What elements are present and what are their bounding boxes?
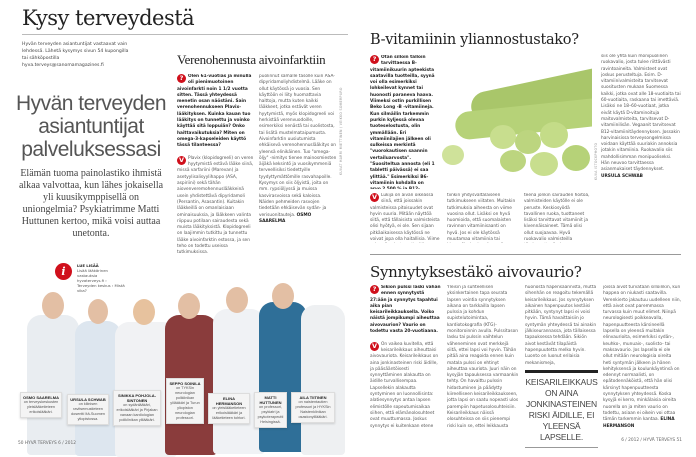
page-footer-left: 50 HYVÄ TERVEYS 6 / 2012	[18, 441, 76, 446]
expert-caption: OSMO SAARELMA on terveyskeskusten yleislääketieteen erikoislääkäri.	[20, 392, 62, 418]
photo-credit: KUVAT HARRI MIETTINEN / VEIKKO SOMERPURO	[339, 87, 343, 175]
article-column: teena jonkin sairauden hoitoa, valmisteiden käytölle ei ole peruste. Keskiosyödä tavallinen ruoka, tuottaneet lisäksi tarvittavat vitamiinit ja kivennäisaineet. Tämä olisi ollut suojaavaa. Hyvä ruokavalio valmisteilla	[524, 193, 590, 243]
photo-credit: KUVA ISTOCKPHOTO	[594, 142, 598, 180]
article-column: tiinkin yhdysvaltalaiseen tutkimukseen viitaten. Muitakin tutkimuksia aiheesta on viime vuosina ollut. Lisäksi on hyvä huomioida, että suomalaisten ravinnon vitamiinisaanti on hyvä. Jos ei ole käytössä muutamaa vitamiinia tai	[447, 193, 516, 243]
divider	[22, 34, 348, 35]
soybeans-photo	[440, 60, 592, 180]
expert-caption: AILA TIITINEN on naistentautien professori ja HYKSin Naistenklinikan osastonylilääkäri.	[291, 392, 335, 423]
answer-badge-icon: V	[178, 155, 185, 164]
question-badge-icon: ?	[370, 285, 379, 294]
article-column: Yleisin ja suhteellisen yksinkertainen tapa seurata lapsen vointia synnytyksen aikana on tarkkailla lapsen pulssia ja kohdun supistelutoimintaa, kardiotokografia (KTG)-monitoroinnin avulla. Pulssitason lasku tai pulssin vaihtelun väheneminen ovat merkkejä siitä, ettei lapsi voi hyvin. Tähän pitää aina reagoida ennen kuin matala pulssi on ehtinyt aiheuttaa vauriota. Juuri näin on kysyjän tapauksessa varmaankin tehty. On havaittu pulssin hidastuminen ja päädytty kiireelliseen keisarileikkaukseen, jotta lapsi on saatu nopeasti ulos parempiin hapetusolosuhteisiin. Keisarileikkaus näissä olosuhteissa on siis pienempi riski kuin se, ettei leikkausta	[447, 285, 519, 429]
article-column: joissa aivot turvataan silloinkin, kun happea on niukasti saatavilla. Verenkierto jakautuu uudelleen niin, että aivot ovat paremmassa turvassa kuin muut elimet. Niinpä neurologisesti poikkeavalla, hapenpuutteesta kärsineellä lapsella on yleensä muitakin elinvaurioita, esimerkiksi sydän-, keuhko-, munuais-, suolisto- tai maksavaurio. Jos lapsella ei ole ollut mitään neurologisia oireita heti syntymän jälkeen ja hänen kehityksensä ja koulunkäyntinsä on edennyt normaalisti, on epätodennäköistä, että hän olisi kärsinyt hapenpuutteesta synnytyksen yhteydessä. Koska kysyjä ei kerro, minkälaisia oireita nuorella on ja miten vaurio on todettu, asiaan ei oikein voi ottaa tämän tarkemmin kantaa. ELINA HERMANSON	[603, 285, 681, 429]
section-title: Kysy terveydestä	[22, 6, 195, 30]
intro-text: Hyvän terveyden asiantuntijat vastaavat vain lehdessä. Lähetä kysymys sivun 54 kupongilla tai sähköpostilla hyva.terveys@sanomamagazines.fi	[22, 42, 129, 68]
article-column: huonosta hapensaannista, mutta sihenhän on reagoitu tekemällä keisarileikkaus. Jos synnytyksen aikainen hapenpuutos kestäisi pitkään, syntynyt lapsi ei voisi hyvin. Tämä havaittaisiin jo syntymän yhteydessä tai ainakin jälkiseurannassa, jota tällaisessa tapauksessa tehdään. Sikiön aivot kestävät tilapäistä hapenpuutetta melko hyvin. Luonto on luonut erilaisia mekanismeja,	[525, 285, 597, 365]
article-column: V Lukija on aivan oikeassa siinä, että joissakin valmisteissa pitoisuudet ovat hyvin suuria. Mitään näyttöä siitä, että tällaisista valmisteista olisi hyötyä, ei ole. Sen sijaan pitkäaikaisessa käytössä ne voivat jopa olla haitallisia. Viime	[370, 193, 440, 243]
article-column: ? Olen 61-vuotias ja minulla oli pienimuotoinen aivoinfarkti noin 1 1/2 vuotta sitten. Tässä yhteydessä menetin osan näöstäni. Sain verenohennukseen Plavix-lääkityksen. Kuinka kauan tuo lääkitys on tunnettu ja voinko käyttää sitä loppuiän? Onko haittavaikutuksia? Miten on omega-3-kapseleiden käyttö tässä tilanteessa? V Plavix (klopidogreeli) on veren hyytymistä estävä lääke siinä, missä varfariini (Marevan) ja asetyylisalisyylihappo (ASA, aspiriini) sekä tähän aiovenveremohennuslääkkeinä usein yhdistettävä dipyridamoli (Persantin, Asasantin). Kuitakin lääkkeillä on omanlaisiaan ominaisuuksia, ja lääkkeen valinta riippuu potilaan sairaudesta sekä muista lääkityksistä. Klopidogreeli on laajimmin tutkittu ja tunnettu lääke aivoinfarktin estossa, ja sen teho on todettu useissa tutkimuksissa.	[177, 74, 254, 256]
answer-badge-icon: V	[371, 193, 378, 201]
info-icon: i	[55, 263, 72, 280]
expert-caption: SEPPO SOINILA on TYKSin neurologian poliklinikan ylilääkäri ja Turun yliopiston neurologian professori.	[166, 378, 204, 424]
article-column: ? Sikiön pulssi laski vähän ennen synnytystä 27:ään ja synnytys tapahtui aika pian keisarileikkauksella. Voiko näistä jompikumpi aiheuttaa aivovaurion? Vaurio on todettu vasta 20-vuotiaana. V On vaikea kuvitella, että keisarileikkaus aiheuttaisi aivovauriota. Keisarileikkaus on aina jonkinasteinen riski äidille, ja pääsääntöisesti synnyttäminen alakautta on äidille turvallisempaa. Lapsellekin alakautta syntyminen on luonnollisinta: alatiesynnytys antaa lapsen elimistölle sopeutumisaikaa siihen, että elämänolosuhteet ovat muuttumassa. Joskus synnytys ei kuitenkaan etene	[370, 285, 441, 429]
pull-quote: KEISARILEIKKAUS ON AINA JONKINASTEINEN RISKI ÄIDILLE, EI YLEENSÄ LAPSELLE.	[525, 370, 598, 448]
expert-caption: MATTI HUTTUNEN on professori, psykiatri ja psykoterapeutti Helsingissä.	[254, 392, 287, 428]
question-text: ? Otan silloin tällöin tarvittaessa B-vitamiinikuurin apteekista saatavilla tuotteilla, syynä voi olla esimerkiksi lohkeilevat kynnet tai huonosti paraneva haava. Viimeksi ostin purkillisen Beko Long -B -vitamiineja. Kun silmäilin tarkemmin purkin kyljessä olevaa tuoteselostusta, olin ymmällään. Eri vitamiinilajien jälkeen oli sulkeissa merkintä "vuorokautisen saannin vertailuarvosta". "Suositeltua annosta (eli 1 tabletti päivässä) ei saa ylittää." Esimerkiksi B6-vitamiinin kohdalla on	[370, 55, 435, 186]
experts-photo	[15, 287, 345, 450]
feature-title: Hyvän terveyden asiantuntijat palveluksessasi	[15, 92, 167, 161]
info-title: LUE LISÄÄ	[77, 263, 99, 268]
question-badge-icon: ?	[370, 55, 379, 64]
expert-caption: ELINA HERMANSON on yleislääketieteen erikoislääkäri ja lääketieteen tohtori.	[208, 393, 250, 424]
info-box	[55, 263, 125, 293]
expert-caption: URSULA SCHWAB on kliinisen ravitsemustieteen dosentti Itä-Suomen yliopistossa.	[67, 394, 109, 425]
article-title: Synnytyksestäkö aivovaurio?	[370, 263, 582, 281]
question-badge-icon: ?	[177, 74, 186, 83]
article-column: siis ole yhtä kuin monipuolinen ruokavalio, josta tulee riittävästi ravintoaineita. Valmisteet ovat joskus perusteltuja. Esim. D-vitamiinivalmisteita tarvitsevat suositusten mukaan Suomessa kaikki, jotka ovat alle 18-vuotiaita tai 60-vuotiaita, raskaana tai imettäviä. Lisäksi ne 18–60-vuotiaat, jotka eivät käytä D-vitaminoituja maitovalmisteita, tarvitsevat D-vitamiinilisän. Vegaanit tarvitsevat B12-vitamiinitäydennyksen. Jossakin harvinaisissa terveysongelmissa voidaan käyttää suuriakin annoksia jotakin vitamiinia. Ruokavalio siis mahdollisimman monipuoliseksi. Hän neuvoo tarvittaessa asianmukaiset täydennykset. URSULA SCHWAB	[601, 54, 681, 179]
feature-subtitle: Elämän tuoma painolastiko ihmistä alkaa valvottaa, kun lähes jokaisella yli kuusikymppisellä on uniongelmia? Psykiatrimme Matti Huttunen kertoo, mikä voisi auttaa unetonta.	[18, 168, 164, 239]
answer-badge-icon: V	[371, 341, 378, 350]
article-column: puolinnut samalle tasolle kuin ASA-dipyridamoliyhdistelmä. Lääke on ollut käytössä jo vuosia. Sen käyttöön ei liity huomattavia haittoja, mutta kuten kaikki lääkkeet, jotka estävät veren hyytymistä, myös klopidogreeli voi herkistää verenvuodoille, esimerkiksi nenästä tai suolistosta, tai lisätä mustelmataipumusta. Aivoinfarktin uusiutumista ehkäisevä verenohennuslääkitys on yleensä elinikäinen. Tuo "omega-öljy" -nimitys tienee mainosmiesten äijäkä keksintö ja vuosikymmeniä terveellisiksi tiedettyille tyydyttymättömille rasvahapoille. Kysymys on siis öljyistä, joita on mm. rypsiöljyssä ja muissa kasvirasvoissa sekä kaloissa. Näiden pehmeiden rasvojen tiedetään ehkäisevän sydän- ja verisuonitauteja. OSMO SAARELMA	[259, 74, 337, 224]
info-text: Lisää lääkärinen vastauksia hyvaterveys.fi › Terveyden keskus › Mistä vika?	[77, 268, 125, 293]
divider	[370, 254, 681, 255]
article-title: B-vitamiinin yliannostustako?	[370, 32, 579, 48]
expert-caption: SINIKKA POHJOLA-SINTONEN on sydänlääkäri, erikoislääkäri ja Pirjakan vanaan kardiologian poliklinikan ylilääkäri.	[113, 390, 161, 426]
article-title: Verenohennusta aivoinfarktiin	[177, 52, 326, 67]
page-footer-right: 6 / 2012 / HYVÄ TERVEYS 51	[621, 438, 682, 443]
